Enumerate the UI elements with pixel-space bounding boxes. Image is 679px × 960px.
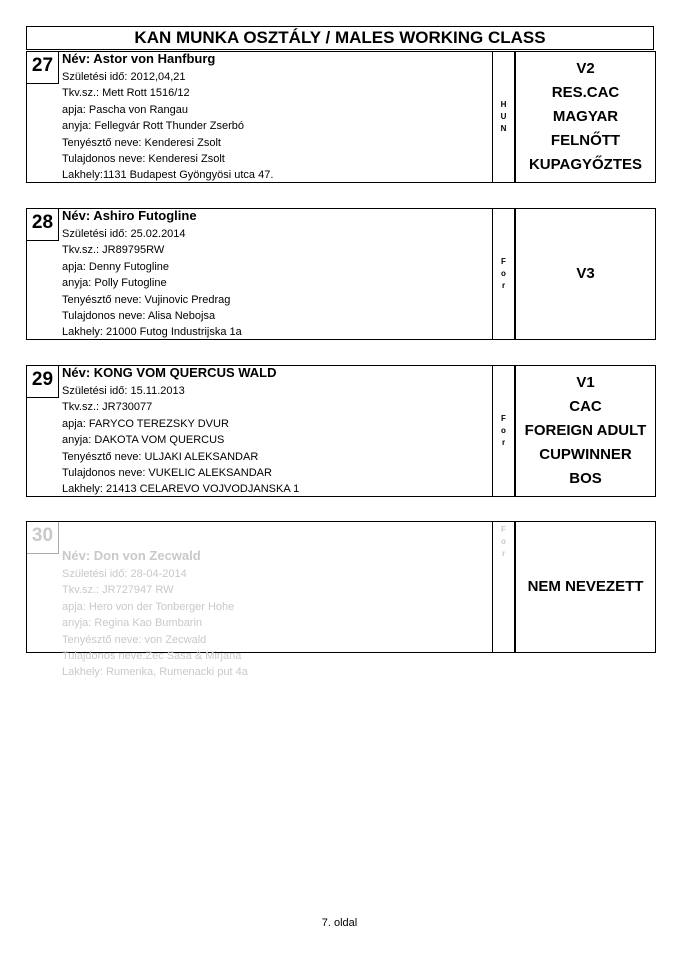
page-title: KAN MUNKA OSZTÁLY / MALES WORKING CLASS [26, 26, 654, 50]
dog-info-line: apja: Pascha von Rangau [62, 103, 188, 116]
dog-name: Név: Ashiro Futogline [62, 208, 197, 223]
country-code [493, 521, 515, 653]
country-letter: r [501, 438, 506, 447]
dog-info-line: Születési idő: 28-04-2014 [62, 568, 187, 580]
entry-details [26, 521, 493, 679]
dog-info-line: apja: FARYCO TEREZSKY DVUR [62, 417, 229, 430]
dog-info [62, 69, 273, 184]
country-letter: o [501, 426, 506, 435]
country-letter: r [501, 549, 506, 558]
country-letter: F [501, 257, 506, 266]
dog-info-line: Születési idő: 25.02.2014 [62, 228, 186, 240]
dog-info-line: Tenyésztő neve: Kenderesi Zsolt [62, 136, 221, 149]
dog-info-line: Tulajdonos neve: Alisa Nebojsa [62, 310, 216, 323]
dog-info-line: Lakhely: 21000 Futog Industrijska 1a [62, 326, 242, 339]
dog-info-line: Tkv.sz.: JR727947 RW [62, 584, 174, 597]
result-line: FELNŐTT [550, 132, 621, 149]
dog-name: Név: Astor von Hanfburg [62, 51, 216, 66]
dog-info-line: Tulajdonos neve: Kenderesi Zsolt [62, 153, 225, 166]
country-letter: N [500, 124, 507, 133]
country-code [493, 365, 515, 497]
dog-info [62, 383, 299, 498]
result-line: V1 [576, 374, 595, 391]
result-line: CAC [569, 398, 602, 415]
dog-name: Név: Don von Zecwald [62, 548, 201, 563]
result-box [515, 51, 656, 183]
entry-card [26, 208, 656, 340]
dog-info-line: anyja: Fellegvár Rott Thunder Zserbó [62, 120, 244, 133]
dog-info-line: Tenyésztő neve: von Zecwald [62, 633, 207, 646]
dog-info [62, 566, 248, 681]
result-line: KUPAGYŐZTES [528, 156, 643, 173]
entry-number: 28 [27, 209, 59, 241]
entry-card [26, 521, 656, 679]
dog-info-line: Tenyésztő neve: ULJAKI ALEKSANDAR [62, 450, 259, 463]
result-line: V2 [576, 60, 595, 77]
dog-info-line: Tkv.sz.: JR89795RW [62, 244, 165, 257]
result-line: NEM NEVEZETT [527, 578, 644, 595]
country-letter: U [500, 112, 507, 121]
dog-info-line: Tenyésztő neve: Vujinovic Predrag [62, 293, 231, 306]
entry-number: 29 [27, 366, 59, 398]
dog-info-line: anyja: DAKOTA VOM QUERCUS [62, 434, 225, 447]
dog-info-line: Születési idő: 2012,04,21 [62, 71, 186, 83]
entry-details [26, 208, 493, 340]
country-letter: o [501, 269, 506, 278]
dog-info-line: Tkv.sz.: Mett Rott 1516/12 [62, 87, 190, 100]
dog-info-line: anyja: Polly Futogline [62, 277, 167, 290]
entry-card [26, 365, 656, 497]
result-line: FOREIGN ADULT [524, 422, 647, 439]
dog-info-line: Tulajdonos neve: VUKELIC ALEKSANDAR [62, 467, 272, 480]
country-letter: F [501, 414, 506, 423]
dog-info-line: apja: Denny Futogline [62, 260, 170, 273]
country-code [493, 51, 515, 183]
result-box [515, 521, 656, 653]
result-line: BOS [569, 470, 602, 487]
entry-details [26, 365, 493, 497]
result-box [515, 208, 656, 340]
country-letter: o [501, 537, 506, 546]
result-line: MAGYAR [552, 108, 619, 125]
page-number: 7. oldal [321, 917, 358, 929]
result-line: RES.CAC [551, 84, 620, 101]
dog-info-line: Lakhely:1131 Budapest Gyöngyösi utca 47. [62, 169, 274, 182]
country-letter: H [500, 100, 507, 109]
entry-details [26, 51, 493, 183]
dog-info [62, 226, 242, 341]
dog-info-line: Tulajdonos neve:Zec Sasa & Mirjana [62, 650, 242, 663]
dog-info-line: Tkv.sz.: JR730077 [62, 401, 153, 414]
country-letter: r [501, 281, 506, 290]
result-box [515, 365, 656, 497]
entry-card [26, 51, 656, 183]
dog-info-line: apja: Hero von der Tonberger Hohe [62, 600, 235, 613]
entry-number: 30 [27, 522, 59, 554]
dog-info-line: Születési idő: 15.11.2013 [62, 385, 185, 397]
dog-info-line: Lakhely: Rumenka, Rumenacki put 4a [62, 666, 248, 679]
result-line: V3 [576, 265, 595, 282]
country-code [493, 208, 515, 340]
dog-info-line: anyja: Regina Kao Bumbarin [62, 617, 203, 630]
dog-info-line: Lakhely: 21413 CELAREVO VOJVODJANSKA 1 [62, 483, 300, 496]
dog-name: Név: KONG VOM QUERCUS WALD [62, 365, 277, 380]
result-line: CUPWINNER [539, 446, 632, 463]
entry-number: 27 [27, 52, 59, 84]
country-letter: F [501, 525, 506, 534]
